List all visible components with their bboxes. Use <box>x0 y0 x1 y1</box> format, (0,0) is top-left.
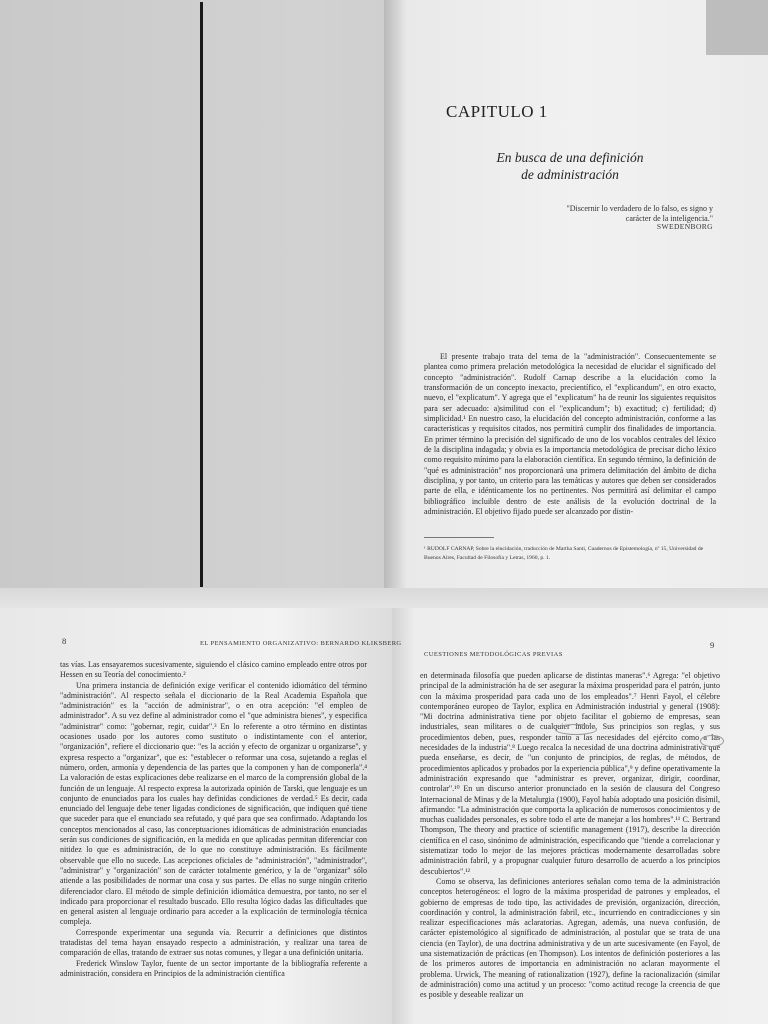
body-paragraph: en determinada filosofía que pueden aplicarse de distintas maneras".⁶ Agrega: "el objetivo principal de la administración ha de ser asegurar la máxima prosperidad para el patrón, junto con la máxima prosperidad para cada uno de los empleados".⁷ Henri Fayol, el célebre contemporáneo europeo de Taylor, explica en Administración industrial y general (1908): "Mi doctrina administrativa tiene por objeto facilitar el gobierno de empresas, sean industriales, sean militares o de cualquier índole. Sus principios son reglas, y sus procedimientos deben, pues, responder tanto a las necesidades del ejército como a las necesidades de la industria".⁸ Luego recalca la necesidad de una doctrina administrativa que pueda enseñarse, es decir, de "un conjunto de principios, de reglas, de métodos, de procedimientos aplicados y probados por la experiencia pública",⁹ y define operativamente la administración expresando que "administrar es prever, organizar, dirigir, coordinar, controlar".¹⁰ En un discurso anterior pronunciado en la sesión de clausura del Congreso Internacional de Minas y de la Metalurgia (1900), Fayol había adoptado una posición disímil, afirmando: "La administración que comporta la aplicación de numerosos conocimientos y de muchas cualidades personales, es sobre todo el arte de manejar a los hombres".¹¹ C. Bertrand Thompson, The theory and practice of scientific management (1917), describe la dirección científica en el caso, sinónimo de administración, especificando que "tiende a correlacionar y sistematizar todo lo mejor de las mejores prácticas modernamente desarrolladas sobre administración fabril, y a propugnar cualquier futuro desarrollo de acuerdo a los principios descubiertos".¹² <box>420 671 720 876</box>
binding-spine-shadow <box>200 2 203 587</box>
chapter-title: CAPITULO 1 <box>446 102 548 121</box>
blank-page-left-top <box>0 0 384 590</box>
body-paragraph: Corresponde experimentar una segunda vía. Recurrir a definiciones que distintos tratadistas del tema hayan ensayado respecto a administración, y realizar una tarea de comparación de ellas, tratando de extraer sus notas comunes, y llegar a una definición unitaria. <box>60 927 367 958</box>
running-header-right: CUESTIONES METODOLÓGICAS PREVIAS <box>424 651 563 658</box>
chapter-subtitle <box>470 149 670 183</box>
page-number-left: 8 <box>62 636 67 646</box>
page-number-right: 9 <box>710 640 715 650</box>
body-paragraph: El presente trabajo trata del tema de la "administración". Consecuentemente se plantea como primera prelación metodológica la necesidad de elucidar el significado del concepto "administración". Rudolf Carnap describe a la elucidación como la transformación de un concepto inexacto, precientífico, el "explicandum", en otro exacto, nuevo, el "explicatum". Y agrega que el "explicatum" ha de reunir los siguientes requisitos para ser adecuado: a)similitud con el "explicandum"; b) exactitud; c) fertilidad; d) simplicidad.¹ En nuestro caso, la elucidación del concepto administración, conforme a las características y requisitos citados, nos permitirá cumplir dos finalidades de importancia. En primer término la precisión del significado de uno de los vocablos centrales del léxico de la disciplina indagada; y obvia es la importancia metodológica de precisar dicho léxico como requisito mínimo para la elaboración científica. En segundo término, la definición de "qué es administración" nos proporcionará una primera delimitación del ámbito de dicha disciplina, y por tanto, un criterio para las temáticas y autores que deben ser considerados parte de ella, e idénticamente los no pertinentes. Nos permitirá así delimitar el campo bibliográfico incluible dentro de este análisis de la evolución doctrinal de la administración. El objetivo fijado puede ser alcanzado por distin- <box>424 352 716 517</box>
epigraph-author: SWEDENBORG <box>656 222 713 231</box>
running-header-left: EL PENSAMIENTO ORGANIZATIVO: BERNARDO KLIKSBERG <box>200 640 402 647</box>
pencil-annotation-mark <box>555 724 597 735</box>
body-paragraph: tas vías. Las ensayaremos sucesivamente, siguiendo el clásico camino empleado entre otros por Hessen en su Teoría del conocimiento.² <box>60 660 367 680</box>
body-paragraph: Una primera instancia de definición exige verificar el contenido idiomático del término "administración". Al respecto señala el diccionario de la Real Academia Española que "administración" es la "acción de administrar", o en otra acepción: "el empleo de administrador". A su vez define al administrador como el "que administra bienes", y especifica "administrar" como: "gobernar, regir, cuidar".³ En lo referente a otro término en distintas ocasiones usado por los autores como sustituto o indistintamente con el anterior, "organización", refiere el diccionario que: "es la acción y efecto de organizar u organizarse", y expresa respecto a "organizar", que es: "establecer o reformar una cosa, sujetando a reglas el número, orden, armonía y dependencia de las partes que la componen y han de componerla".⁴ La valoración de estas explicaciones debe realizarse en el marco de la comprensión global de la función de un lenguaje. Al respecto expresa la autorizada opinión de Tarski, que lenguaje es un conjunto de enunciados para los cuales hay definidas condiciones de verdad.⁵ Es decir, cada enunciado del lenguaje debe tener ligadas condiciones de significación, que indiquen qué tiene que suceder para que el enunciado sea refutado, y qué para que sea confirmado. Adaptando los conceptos mencionados al caso, las conceptuaciones idiomáticas de administración enunciadas serán sus condiciones de significación, en la medida en que aplicadas permitan diferenciar con nitidez lo que es administración, de lo que no constituye administración. Es fácilmente observable que ello no sucede. Las acepciones oficiales de "administración", "administrador", "administrar" y "organización" son de carácter totalmente genérico, y la de "organizar" sólo atiende a las posibilidades de normar una cosa y sus partes. De ellas no surge ningún criterio diferenciador claro. El método de simple definición idiomática demuestra, por tanto, no ser el indicado para proporcionar el resultado buscado. Ello resulta lógico dadas las dificultades que en general asisten al lenguaje ordinario para acceder a la explicación de terminología técnica compleja. <box>60 680 367 927</box>
chapter-subtitle-line-1: En busca de una definición <box>496 150 644 165</box>
chapter-body-text <box>424 352 716 518</box>
scan-gap <box>0 588 768 610</box>
epigraph-quote: "Discernir lo verdadero de lo falso, es signo y carácter de la inteligencia." <box>566 204 713 223</box>
body-paragraph: Como se observa, las definiciones anteriores señalan como tema de la administración conceptos heterogéneos: el logro de la máxima prosperidad de patrones y empleados, el gobierno de empresas de todo tipo, las actividades de previsión, organización, dirección, coordinación y control, la administración fabril, etc., incurriendo en contradicciones y sin realizar especificaciones más aclaratorias. Agregan, además, una nueva confusión, de carácter epistemológico al significado de administración, al postular que se trata de una ciencia (en Taylor), de una doctrina administrativa y de un arte sucesivamente (en Fayol, de una sistematización de prácticas (en Thompson). Los intentos de definición posteriores a las de los primeros autores de importancia en administración no aclaran mayormente el problema. Urwick, The meaning of rationalization (1927), define la racionalización (similar de administración) como una actitud y un proceso: "como actitud recoge la creencia de que es posible y deseable realizar un <box>420 876 720 1000</box>
chapter-subtitle-line-2: de administración <box>521 167 619 182</box>
pencil-annotation-mark <box>700 735 724 747</box>
body-paragraph: Frederick Winslow Taylor, fuente de un sector importante de la bibliografía referente a administración, considera en Principios de la administración científica <box>60 958 367 978</box>
page-corner-shadow <box>706 0 768 55</box>
footnote-rule <box>424 537 494 538</box>
footnote: ¹ RUDOLF CARNAP, Sobre la elucidación, traducción de Martha Santi, Cuadernos de Epistemología, nº 15, Universidad de Buenos Aires, Facultad de Filosofía y Letras, 1960, p. 1. <box>424 546 704 561</box>
page-9-body-text <box>420 671 720 1001</box>
page-8-body-text <box>60 660 367 979</box>
